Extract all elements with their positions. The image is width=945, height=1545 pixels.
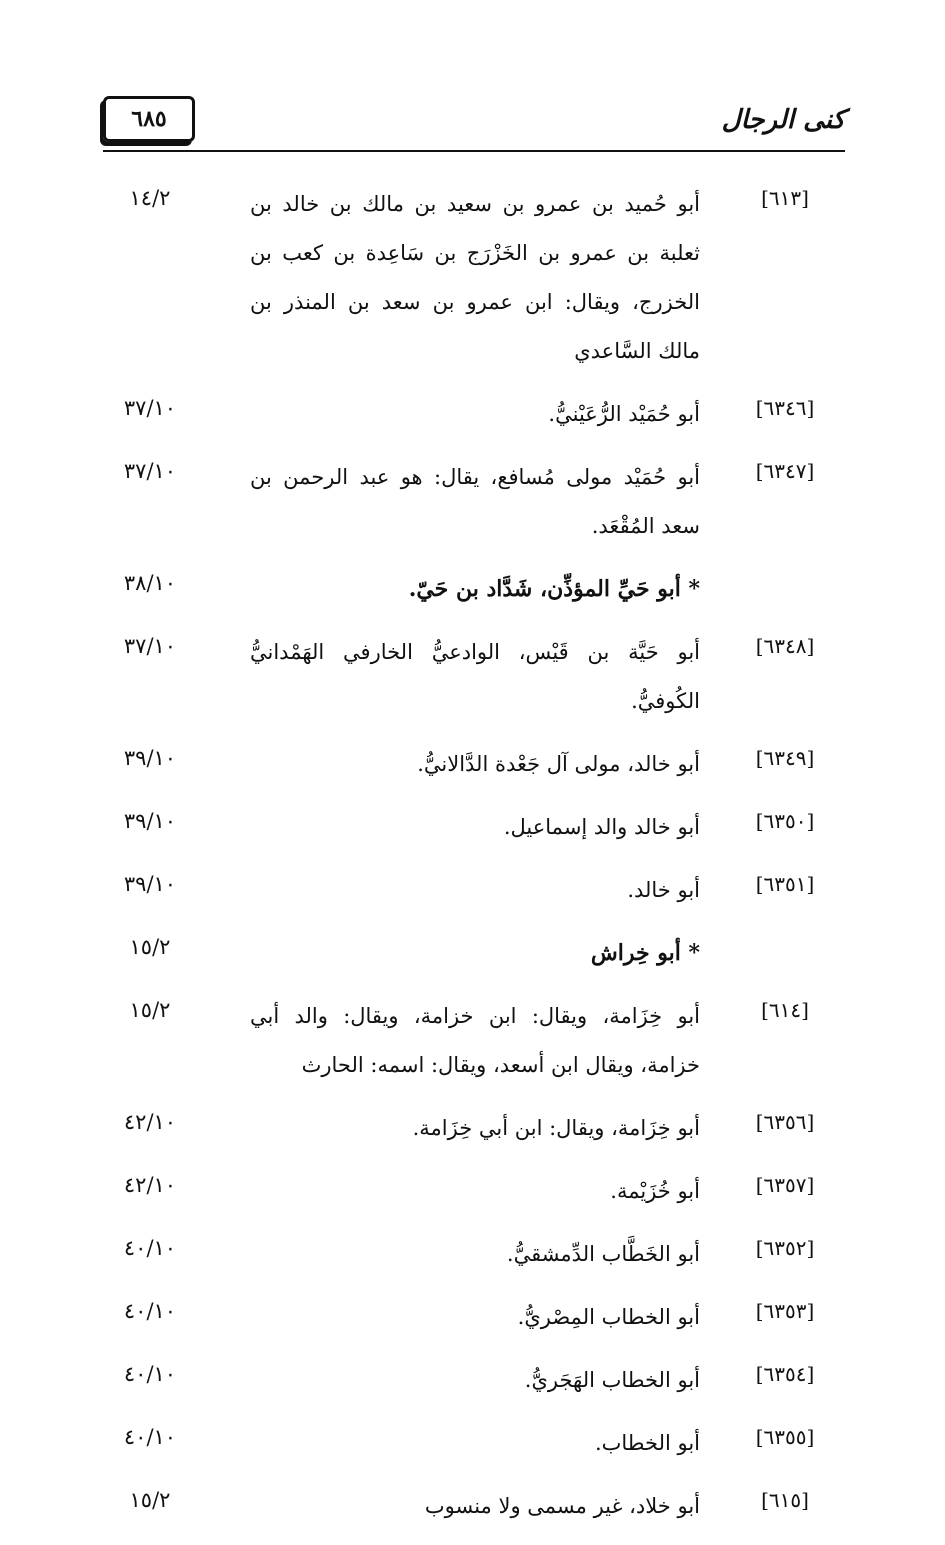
entry-row [100, 803, 830, 852]
entry-text: أبو الخَطَّاب الدِّمشقيُّ. [506, 1242, 700, 1266]
entry-row [100, 1167, 830, 1216]
entry-reference: ١٤/٢ [129, 186, 171, 210]
entry-row [100, 390, 830, 439]
entry-row [100, 180, 830, 376]
entry-row [100, 1230, 830, 1279]
entry-text: أبو خِزَامة، ويقال: ابن خزامة، ويقال: والد أبي خزامة، ويقال ابن أسعد، ويقال: اسمه: الحارث [250, 1004, 700, 1077]
entry-row [100, 1482, 830, 1531]
entry-row [100, 1104, 830, 1153]
entry-number: [٦١٤] [761, 998, 809, 1022]
entry-row [100, 1293, 830, 1342]
entry-reference: ٣٩/١٠ [123, 746, 177, 770]
entry-text: أبو حَيَّة بن قَيْس، الوادعيُّ الخارفي الهَمْدانيُّ الكُوفيُّ. [250, 640, 700, 713]
entry-text: أبو حُمَيْد مولى مُسافع، يقال: هو عبد الرحمن بن سعد المُقْعَد. [250, 465, 700, 538]
entries-list [100, 180, 830, 1545]
entry-reference: ٤٠/١٠ [123, 1425, 177, 1449]
entry-reference: ٣٨/١٠ [123, 571, 177, 595]
section-heading [100, 565, 830, 614]
entry-reference: ٣٩/١٠ [123, 872, 177, 896]
entry-reference: ١٥/٢ [129, 935, 171, 959]
entry-reference: ٣٧/١٠ [123, 459, 177, 483]
entry-reference: ٣٧/١٠ [123, 634, 177, 658]
entry-text: أبو خِزَامة، ويقال: ابن أبي خِزَامة. [412, 1116, 700, 1140]
entry-reference: ٤٢/١٠ [123, 1110, 177, 1134]
entry-text: * أبو خِراش [590, 940, 700, 966]
entry-row [100, 1356, 830, 1405]
page-number: ٦٨٥ [131, 106, 167, 132]
entry-row [100, 866, 830, 915]
entry-row [100, 628, 830, 726]
entry-text: أبو خُزَيْمة. [610, 1179, 700, 1203]
entry-text: أبو خالد والد إسماعيل. [503, 815, 700, 839]
entry-reference: ٤٠/١٠ [123, 1362, 177, 1386]
entry-number: [٦٣٥١] [755, 872, 815, 896]
entry-text: أبو الخطاب. [594, 1431, 700, 1455]
entry-number: [٦٣٥٦] [755, 1110, 815, 1134]
section-heading [100, 929, 830, 978]
entry-text: أبو خالد. [627, 878, 700, 902]
entry-number: [٦٣٥٧] [755, 1173, 815, 1197]
entry-reference: ٣٩/١٠ [123, 809, 177, 833]
entry-text: أبو الخطاب المِصْريُّ. [517, 1305, 700, 1329]
entry-number: [٦١٥] [761, 1488, 809, 1512]
entry-number: [٦٣٤٦] [755, 396, 815, 420]
entry-row [100, 992, 830, 1090]
header-rule [103, 150, 845, 152]
entry-number: [٦٣٥٣] [755, 1299, 815, 1323]
entry-number: [٦٣٥٤] [755, 1362, 815, 1386]
entry-text: أبو خالد، مولى آل جَعْدة الدَّالانيُّ. [417, 752, 700, 776]
entry-text: أبو حُميد بن عمرو بن سعيد بن مالك بن خالد بن ثعلبة بن عمرو بن الخَزْرَج بن سَاعِدة بن كعب بن الخزرج، ويقال: ابن عمرو بن سعد بن المنذر بن مالك السَّاعدي [250, 192, 700, 363]
entry-reference: ٤٠/١٠ [123, 1236, 177, 1260]
running-header-title: كنى الرجال [721, 105, 845, 135]
entry-reference: ٤٠/١٠ [123, 1299, 177, 1323]
entry-reference: ١٥/٢ [129, 1488, 171, 1512]
entry-number: [٦٣٥٠] [755, 809, 815, 833]
entry-reference: ٣٧/١٠ [123, 396, 177, 420]
entry-reference: ١٥/٢ [129, 998, 171, 1022]
entry-row [100, 740, 830, 789]
entry-text: * أبو حَيِّ المؤذِّن، شَدَّاد بن حَيّ. [408, 576, 700, 602]
entry-text: أبو حُمَيْد الرُّعَيْنيُّ. [548, 402, 700, 426]
entry-number: [٦٣٥٥] [755, 1425, 815, 1449]
entry-number: [٦٣٥٢] [755, 1236, 815, 1260]
page-number-box [103, 96, 195, 142]
entry-text: أبو خلاد، غير مسمى ولا منسوب [424, 1494, 700, 1518]
entry-number: [٦٣٤٩] [755, 746, 815, 770]
entry-row [100, 453, 830, 551]
entry-number: [٦٣٤٧] [755, 459, 815, 483]
entry-row [100, 1419, 830, 1468]
entry-number: [٦١٣] [761, 186, 809, 210]
entry-number: [٦٣٤٨] [755, 634, 815, 658]
entry-reference: ٤٢/١٠ [123, 1173, 177, 1197]
entry-text: أبو الخطاب الهَجَريُّ. [524, 1368, 700, 1392]
